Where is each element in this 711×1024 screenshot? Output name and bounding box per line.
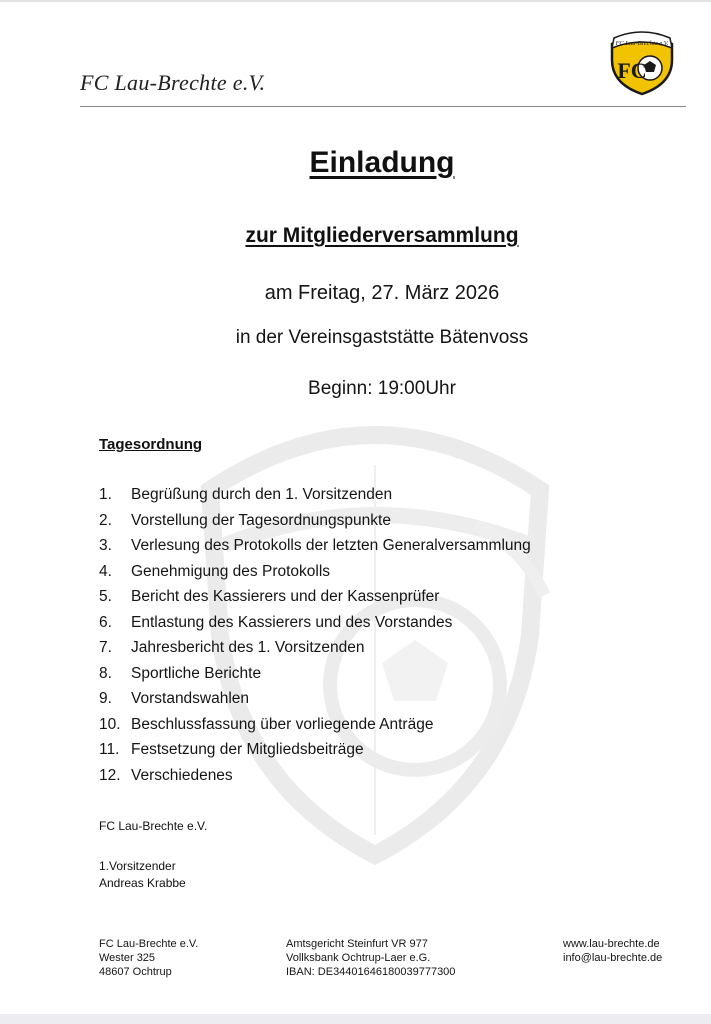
agenda-item-number: 5. [99, 588, 112, 605]
agenda-item-text: Sportliche Berichte [131, 664, 262, 682]
agenda-item-text: Entlastung des Kassierers und des Vorstandes [131, 613, 453, 631]
footer-address-line: 48607 Ochtrup [99, 966, 172, 978]
signature-role: 1.Vorsitzender [99, 859, 176, 873]
agenda-item [99, 767, 531, 793]
agenda-item-number: 12. [99, 766, 121, 784]
invitation-subtitle: zur Mitgliederversammlung [245, 224, 519, 247]
logo-text: FC Lau-Brechte e.V. [615, 40, 669, 47]
agenda-item-number: 4. [99, 562, 112, 580]
agenda-item [99, 512, 531, 538]
agenda-item-text: Beschlussfassung über vorliegende Anträge [131, 715, 434, 733]
meeting-start-time: Beginn: 19:00Uhr [308, 378, 456, 399]
agenda-item-number: 7. [99, 639, 112, 656]
agenda-item-text: Begrüßung durch den 1. Vorsitzenden [131, 486, 393, 503]
agenda-item-text: Vorstellung der Tagesordnungspunkte [131, 511, 391, 529]
agenda-item [99, 588, 531, 614]
agenda-item-number: 11. [99, 741, 120, 758]
signature-club: FC Lau-Brechte e.V. [99, 819, 208, 833]
agenda-item-text: Festsetzung der Mitgliedsbeiträge [131, 741, 364, 758]
club-name-header: FC Lau-Brechte e.V. [80, 70, 266, 95]
footer-registry-line: Amtsgericht Steinfurt VR 977 [286, 938, 428, 950]
footer-contact [563, 937, 662, 965]
footer-registry [286, 937, 455, 979]
agenda-item-text: Jahresbericht des 1. Vorsitzenden [131, 639, 365, 656]
header-divider [80, 106, 686, 107]
agenda-item-text: Verlesung des Protokolls der letzten Generalversammlung [131, 537, 531, 554]
agenda-item [99, 537, 531, 563]
footer-address-line: Wester 325 [99, 952, 156, 964]
agenda-item-number: 1. [99, 486, 112, 503]
meeting-date: am Freitag, 27. März 2026 [264, 282, 500, 304]
agenda-item [99, 639, 531, 665]
logo-monogram: FC [617, 58, 647, 83]
agenda-item [99, 665, 531, 691]
agenda-item-number: 2. [99, 511, 112, 529]
agenda-item-text: Vorstandswahlen [131, 690, 250, 707]
agenda-item-number: 8. [99, 664, 112, 682]
page-top-border [0, 0, 711, 2]
agenda-item-number: 3. [99, 537, 112, 554]
agenda-item-number: 9. [99, 690, 112, 707]
footer-registry-line: IBAN: DE34401646180039777300 [286, 966, 456, 978]
invitation-title: Einladung [309, 146, 455, 179]
footer-address-line: FC Lau-Brechte e.V. [99, 938, 199, 950]
agenda-heading: Tagesordnung [99, 436, 203, 453]
agenda-item-number: 10. [99, 715, 121, 733]
agenda-list [99, 486, 531, 792]
agenda-item-number: 6. [99, 613, 112, 631]
agenda-item [99, 741, 531, 767]
club-logo [606, 24, 678, 96]
meeting-venue: in der Vereinsgaststätte Bätenvoss [235, 327, 529, 348]
signature-name: Andreas Krabbe [99, 876, 186, 890]
agenda-item [99, 563, 531, 589]
footer-address [99, 937, 198, 979]
agenda-item [99, 486, 531, 512]
footer-email-link[interactable]: info@lau-brechte.de [563, 952, 663, 964]
page-bottom-band [0, 1014, 711, 1024]
agenda-item-text: Verschiedenes [131, 766, 233, 784]
agenda-item [99, 716, 531, 742]
agenda-item [99, 614, 531, 640]
agenda-item-text: Genehmigung des Protokolls [131, 562, 331, 580]
agenda-item [99, 690, 531, 716]
footer-registry-line: Vollksbank Ochtrup-Laer e.G. [286, 952, 431, 964]
footer-website-link[interactable]: www.lau-brechte.de [563, 938, 660, 950]
agenda-item-text: Bericht des Kassierers und der Kassenprüfer [131, 588, 440, 605]
